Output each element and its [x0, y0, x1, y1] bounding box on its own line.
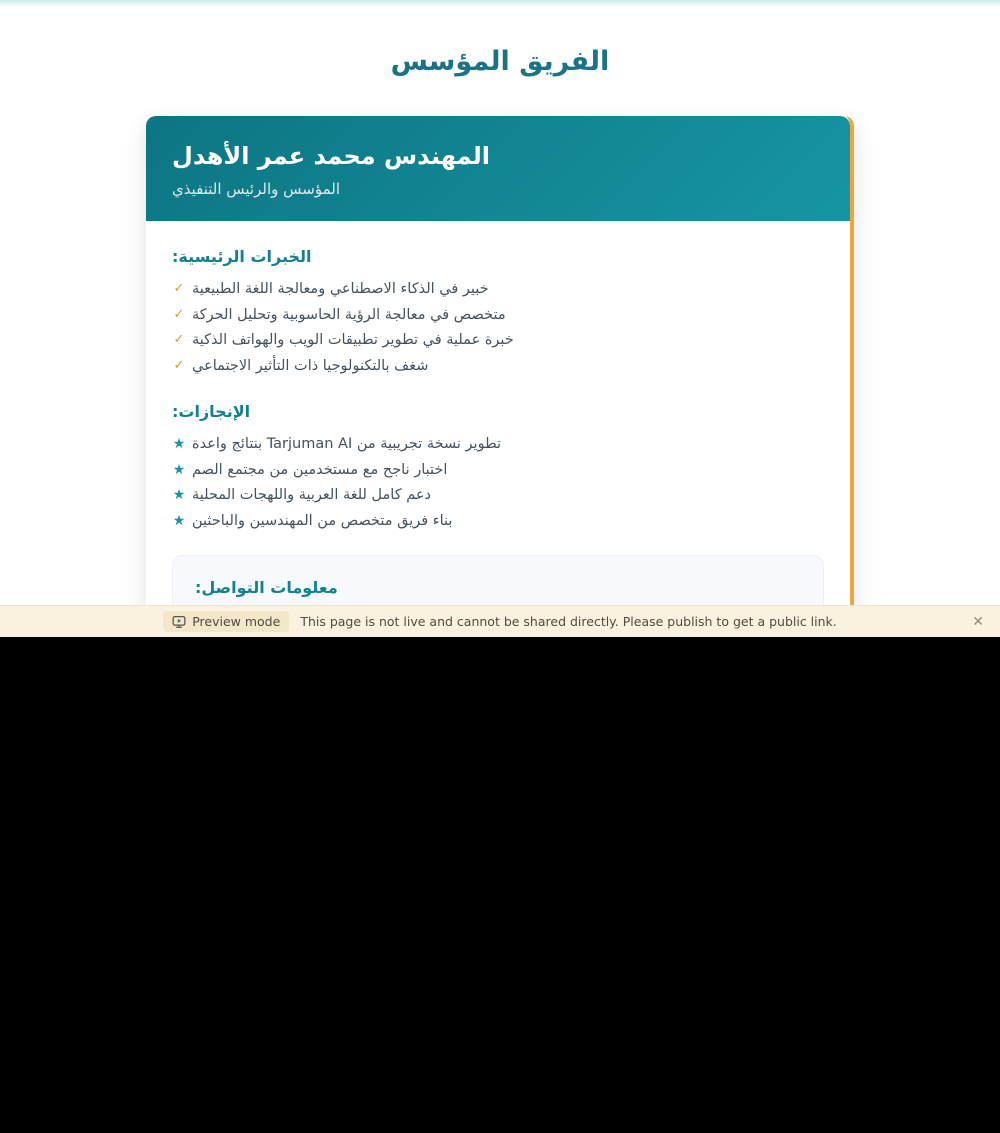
expertise-item-text: خبير في الذكاء الاصطناعي ومعالجة اللغة الطبيعية — [192, 281, 489, 297]
expertise-heading: الخبرات الرئيسية: — [172, 247, 312, 266]
achievement-item-text: اختبار ناجح مع مستخدمين من مجتمع الصم — [192, 461, 448, 478]
achievement-item-text: بناء فريق متخصص من المهندسين والباحثين — [192, 512, 453, 529]
check-icon: ✓ — [173, 357, 185, 373]
expertise-item — [172, 305, 824, 326]
preview-mode-label: Preview mode — [192, 614, 281, 629]
star-icon: ★ — [172, 461, 186, 478]
check-icon: ✓ — [173, 281, 185, 296]
founder-role: المؤسس والرئيس التنفيذي — [172, 180, 340, 198]
achievement-item-text: دعم كامل للغة العربية واللهجات المحلية — [192, 487, 431, 503]
achievement-item — [172, 485, 824, 506]
achievement-item — [172, 460, 824, 481]
star-icon: ★ — [172, 436, 186, 452]
expertise-item-text: خبرة عملية في تطوير تطبيقات الويب والهواتف الذكية — [192, 332, 514, 348]
expertise-item — [172, 279, 824, 300]
contact-info-box — [172, 555, 824, 605]
founder-name: المهندس محمد عمر الأهدل — [172, 142, 490, 170]
expertise-item-text: شغف بالتكنولوجيا ذات التأثير الاجتماعي — [192, 357, 429, 374]
founder-profile-card — [146, 116, 854, 605]
black-void-area — [0, 637, 1000, 1133]
achievements-list — [172, 434, 824, 531]
check-icon: ✓ — [173, 332, 185, 347]
star-icon: ★ — [172, 487, 186, 503]
page-top-gradient — [0, 0, 1000, 7]
expertise-item — [172, 356, 824, 377]
expertise-item-text: متخصص في معالجة الرؤية الحاسوبية وتحليل الحركة — [192, 306, 506, 323]
card-body — [146, 221, 850, 605]
expertise-list — [172, 279, 824, 376]
check-icon: ✓ — [173, 306, 185, 322]
page-title: الفريق المؤسس — [390, 46, 610, 77]
monitor-play-icon — [172, 615, 186, 629]
expertise-item — [172, 330, 824, 351]
achievement-item — [172, 434, 824, 455]
star-icon: ★ — [172, 512, 186, 529]
preview-mode-banner — [0, 605, 1000, 637]
preview-mode-badge — [163, 611, 289, 632]
contact-heading: معلومات التواصل: — [195, 578, 338, 597]
achievement-item — [172, 511, 824, 532]
card-header — [146, 116, 850, 221]
achievements-heading: الإنجازات: — [172, 402, 251, 421]
banner-message: This page is not live and cannot be shared directly. Please publish to get a public link. — [300, 614, 837, 629]
close-icon[interactable]: ✕ — [968, 613, 988, 631]
achievement-item-text: تطوير نسخة تجريبية من Tarjuman AI بنتائج واعدة — [192, 436, 502, 452]
